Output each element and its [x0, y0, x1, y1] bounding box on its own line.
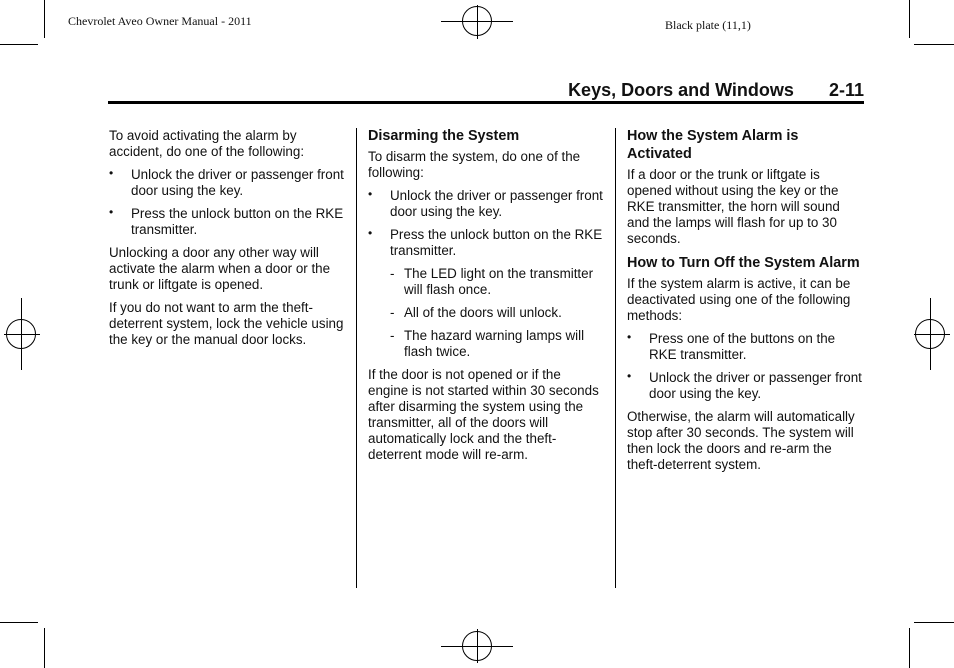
- crop-mark-bl-h: [0, 622, 38, 623]
- section-title: Keys, Doors and Windows: [568, 80, 794, 100]
- manual-title: Chevrolet Aveo Owner Manual - 2011: [68, 14, 252, 28]
- bullet-icon: •: [368, 187, 373, 201]
- crop-mark-bl-v: [44, 628, 45, 668]
- crop-mark-tr-h: [914, 44, 954, 45]
- bullet-icon: •: [627, 330, 632, 344]
- bullet-icon: •: [109, 166, 114, 180]
- heading-disarming: Disarming the System: [368, 128, 520, 144]
- sub-list-item: - The LED light on the transmitter will flash once.: [390, 266, 594, 297]
- crop-mark-br-v: [909, 628, 910, 668]
- paragraph: Unlocking a door any other way will activate the alarm when a door or the trunk or liftgate is opened.: [109, 245, 331, 292]
- list-item: • Press the unlock button on the RKE transmitter.: [368, 226, 603, 258]
- paragraph: If the system alarm is active, it can be deactivated using one of the following methods:: [627, 276, 851, 323]
- list-item: • Press the unlock button on the RKE transmitter.: [109, 205, 344, 237]
- bullet-icon: •: [109, 205, 114, 219]
- column-1: [109, 128, 345, 355]
- sub-list-item: - The hazard warning lamps will flash twice.: [390, 328, 585, 359]
- bullet-icon: •: [368, 226, 373, 240]
- dash-icon: -: [390, 266, 395, 281]
- paragraph: If a door or the trunk or liftgate is opened without using the key or the RKE transmitter, the horn will sound and the lamps will flash for up to 30 seconds.: [627, 167, 840, 246]
- column-divider-2: [615, 128, 616, 588]
- intro-paragraph: To disarm the system, do one of the following:: [368, 149, 581, 180]
- page-number: 2-11: [828, 80, 864, 100]
- list-item: • Unlock the driver or passenger front door using the key.: [109, 166, 344, 198]
- dash-icon: -: [390, 305, 395, 320]
- crop-mark-tr-v: [909, 0, 910, 38]
- paragraph: Otherwise, the alarm will automatically stop after 30 seconds. The system will then lock the doors and re-arm the theft-deterrent system.: [627, 409, 855, 472]
- heading-turn-off-alarm: How to Turn Off the System Alarm: [627, 255, 860, 271]
- dash-icon: -: [390, 328, 395, 343]
- column-2: [368, 127, 604, 470]
- list-item: • Unlock the driver or passenger front door using the key.: [627, 369, 862, 401]
- crop-mark-tl-h: [0, 44, 38, 45]
- crop-mark-br-h: [914, 622, 954, 623]
- plate-label: Black plate (11,1): [665, 18, 751, 32]
- list-item: • Press one of the buttons on the RKE transmitter.: [627, 330, 836, 362]
- paragraph: If you do not want to arm the theft-deterrent system, lock the vehicle using the key or the manual door locks.: [109, 300, 344, 347]
- intro-paragraph: To avoid activating the alarm by accident, do one of the following:: [109, 128, 305, 159]
- heading-alarm-activated: How the System Alarm is Activated: [627, 128, 799, 162]
- header-rule: [108, 101, 864, 104]
- paragraph: If the door is not opened or if the engine is not started within 30 seconds after disarming the system using the transmitter, all of the doors will automatically lock and the theft-deterrent mode will re-arm.: [368, 367, 599, 462]
- column-3: [627, 127, 863, 480]
- sub-list-item: - All of the doors will unlock.: [390, 305, 562, 320]
- list-item: • Unlock the driver or passenger front door using the key.: [368, 187, 603, 219]
- bullet-icon: •: [627, 369, 632, 383]
- column-divider-1: [356, 128, 357, 588]
- crop-mark-tl-v: [44, 0, 45, 38]
